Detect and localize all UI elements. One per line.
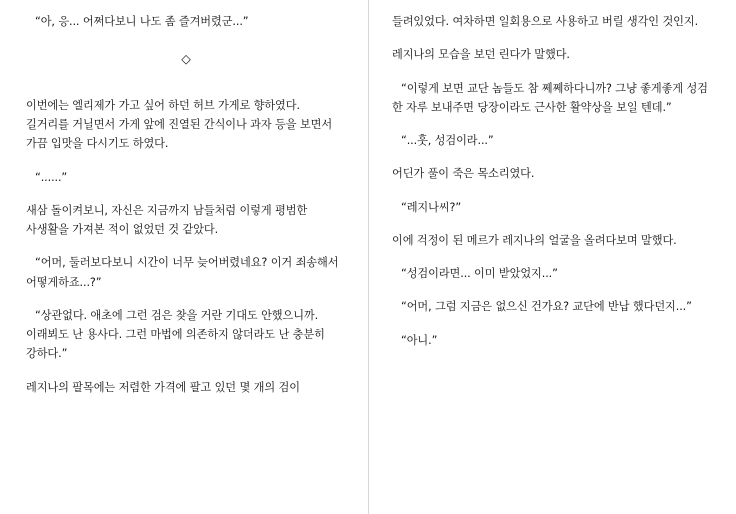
paragraph: “상관없다. 애초에 그런 검은 찾을 거란 기대도 안했으니까. 이래뵈도 난 용사다. 그런 마법에 의존하지 않더라도 난 충분히 강하다.” xyxy=(26,308,325,361)
paragraph: 들려있었다. 여차하면 일회용으로 사용하고 버릴 생각인 것인지. xyxy=(392,15,699,28)
paragraph: 어딘가 풀이 죽은 목소리였다. xyxy=(392,167,535,181)
paragraph: “어머, 둘러보다보니 시간이 너무 늦어버렸네요? 이거 죄송해서 어떻게하죠...?” xyxy=(26,256,339,289)
paragraph: “아, 응... 어쩌다보니 나도 좀 즐겨버렸군...” xyxy=(35,15,249,28)
section-ornament: ◇ xyxy=(181,51,191,67)
paragraph: 이번에는 엘리제가 가고 싶어 하던 허브 가게로 향하였다. 길거리를 거닐면서 가게 앞에 진열된 간식이나 과자 등을 보면서 가끔 입맛을 다시기도 하였다. xyxy=(26,98,333,151)
paragraph: “이렇게 보면 교단 놈들도 참 쩨쩨하다니까? 그냥 좋게좋게 성검 한 자루 보내주면 당장이라도 근사한 활약상을 보일 텐데.” xyxy=(392,81,708,114)
column-divider xyxy=(368,0,369,514)
paragraph: 레지나의 모습을 보던 린다가 말했다. xyxy=(392,48,570,62)
paragraph: 새삼 돌이켜보니, 자신은 지금까지 남들처럼 이렇게 평범한 사생활을 가져본 적이 없었던 것 같았다. xyxy=(26,203,308,237)
paragraph: “......” xyxy=(35,170,68,184)
paragraph: 이에 걱정이 된 메르가 레지나의 얼굴을 올려다보며 말했다. xyxy=(392,233,677,247)
paragraph: “성검이라면... 이미 받았었지...” xyxy=(401,267,558,281)
paragraph: “레지나씨?” xyxy=(401,200,462,214)
paragraph: “...훗, 성검이라...” xyxy=(401,134,494,148)
right-text-column xyxy=(368,0,736,514)
paragraph: “아니.” xyxy=(401,333,438,347)
paragraph: 레지나의 팔목에는 저렴한 가격에 팔고 있던 몇 개의 검이 xyxy=(26,380,300,394)
paragraph: “어머, 그럼 지금은 없으신 건가요? 교단에 반납 했다던지...” xyxy=(401,300,692,314)
